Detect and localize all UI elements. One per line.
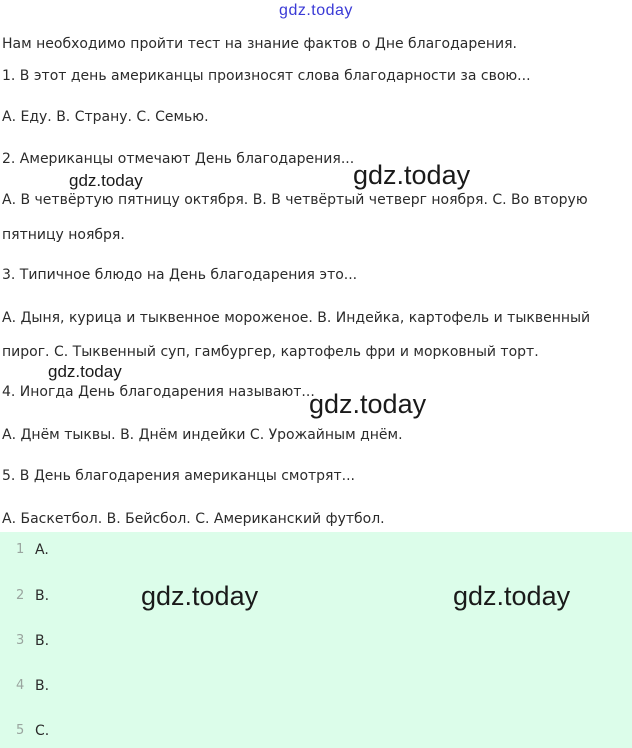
- question-2-options: А. В четвёртую пятницу октября. В. В четвёртый четверг ноября. С. Во вторую: [2, 192, 588, 208]
- answer-number: 3: [16, 633, 25, 648]
- answer-number: 1: [16, 542, 25, 557]
- question-2: 2. Американцы отмечают День благодарения...: [2, 151, 355, 167]
- watermark: gdz.today: [453, 581, 571, 611]
- answer-number: 5: [16, 723, 25, 738]
- question-3-options: А. Дыня, курица и тыквенное мороженое. В. Индейка, картофель и тыквенный: [2, 310, 591, 326]
- answer-value: C.: [35, 723, 50, 739]
- question-2-options-cont: пятницу ноября.: [2, 227, 125, 243]
- question-3: 3. Типичное блюдо на День благодарения это...: [2, 267, 358, 283]
- watermark: gdz.today: [353, 160, 471, 190]
- watermark: gdz.today: [141, 581, 259, 611]
- answer-value: B.: [35, 633, 50, 649]
- question-5: 5. В День благодарения американцы смотрят...: [2, 468, 355, 484]
- answer-value: B.: [35, 588, 50, 604]
- question-4-options: А. Днём тыквы. В. Днём индейки С. Урожайным днём.: [2, 427, 403, 443]
- question-1: 1. В этот день американцы произносят слова благодарности за свою...: [2, 68, 531, 84]
- answer-number: 2: [16, 588, 25, 603]
- question-4: 4. Иногда День благодарения называют...: [2, 384, 315, 400]
- answer-value: A.: [35, 542, 49, 558]
- answer-number: 4: [16, 678, 25, 693]
- intro-text: Нам необходимо пройти тест на знание фактов о Дне благодарения.: [2, 36, 518, 52]
- site-brand: gdz.today: [279, 2, 353, 19]
- answer-value: B.: [35, 678, 50, 694]
- watermark: gdz.today: [69, 171, 143, 190]
- watermark: gdz.today: [48, 362, 122, 381]
- question-1-options: А. Еду. В. Страну. С. Семью.: [2, 109, 209, 125]
- answers-panel: [0, 532, 632, 748]
- watermark: gdz.today: [309, 389, 427, 419]
- question-3-options-cont: пирог. С. Тыквенный суп, гамбургер, картофель фри и морковный торт.: [2, 344, 539, 360]
- question-5-options: А. Баскетбол. В. Бейсбол. С. Американский футбол.: [2, 511, 385, 527]
